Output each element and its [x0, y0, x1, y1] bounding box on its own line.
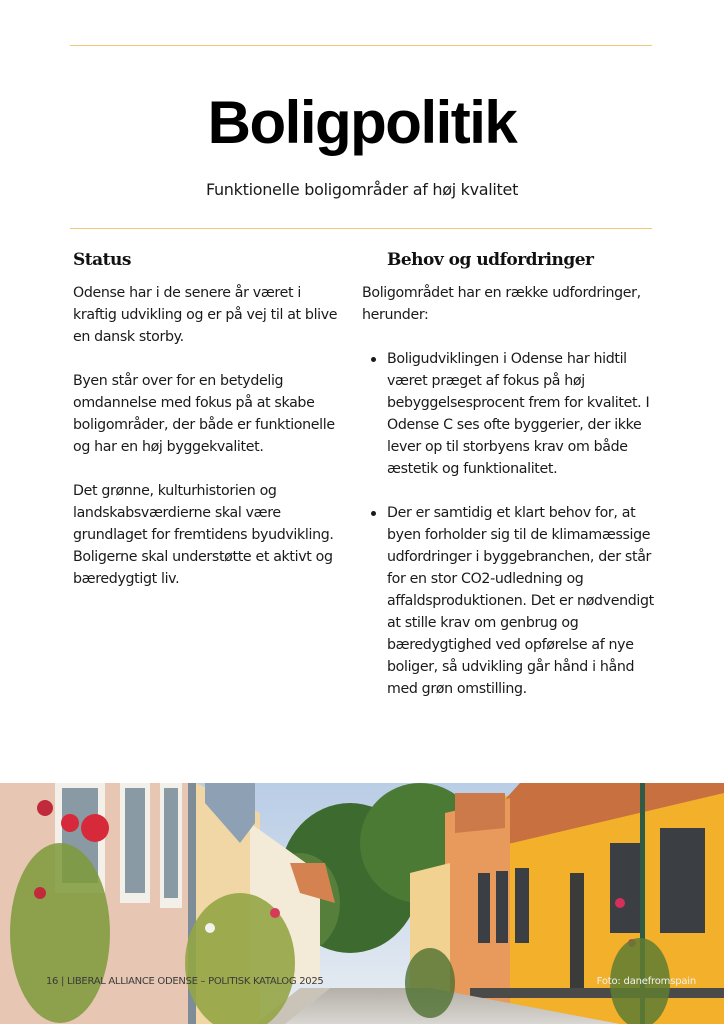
footer-page-label: 16 | LIBERAL ALLIANCE ODENSE – POLITISK KATALOG 2025 — [46, 976, 324, 987]
street-photo — [0, 783, 724, 1024]
status-paragraph-2: Byen står over for en betydelig omdannelse med fokus på at skabe boligområder, der både er funktionelle og har en høj byggekvalitet. — [73, 373, 335, 455]
challenges-list — [362, 348, 662, 700]
page-subtitle: Funktionelle boligområder af høj kvalitet — [205, 180, 519, 199]
middle-divider — [70, 228, 652, 229]
challenges-intro: Boligområdet har en række udfordringer, herunder: — [362, 285, 641, 323]
challenge-bullet-1: Boligudviklingen i Odense har hidtil været præget af fokus på høj bebyggelsesprocent frem for kvalitet. I Odense C ses ofte byggerier, der ikke lever op til storbyens krav om både æstetik og funktionalitet. — [387, 348, 662, 480]
status-column — [73, 250, 338, 590]
challenge-bullet-2: Der er samtidig et klart behov for, at byen forholder sig til de klimamæssige udfordringer i byggebranchen, der står for en stor CO2-udledning og affaldsproduktionen. Det er nødvendigt at stille krav om genbrug og bæredygtighed ved opførelse af nye boliger, så udvikling går hånd i hånd med grøn omstilling. — [387, 502, 662, 700]
top-divider — [70, 45, 652, 46]
challenges-column — [362, 250, 662, 700]
photo-credit: Foto: danefromspain — [596, 976, 696, 987]
challenges-heading: Behov og udfordringer — [387, 250, 594, 270]
status-paragraph-1: Odense har i de senere år været i kraftig udvikling og er på vej til at blive en dansk storby. — [73, 285, 338, 345]
status-paragraph-3: Det grønne, kulturhistorien og landskabsværdierne skal være grundlaget for fremtidens byudvikling. Boligerne skal understøtte et aktivt og bæredygtigt liv. — [73, 483, 334, 587]
street-photo-illustration — [0, 783, 724, 1024]
page-title: Boligpolitik — [207, 89, 517, 156]
status-heading: Status — [73, 250, 131, 270]
